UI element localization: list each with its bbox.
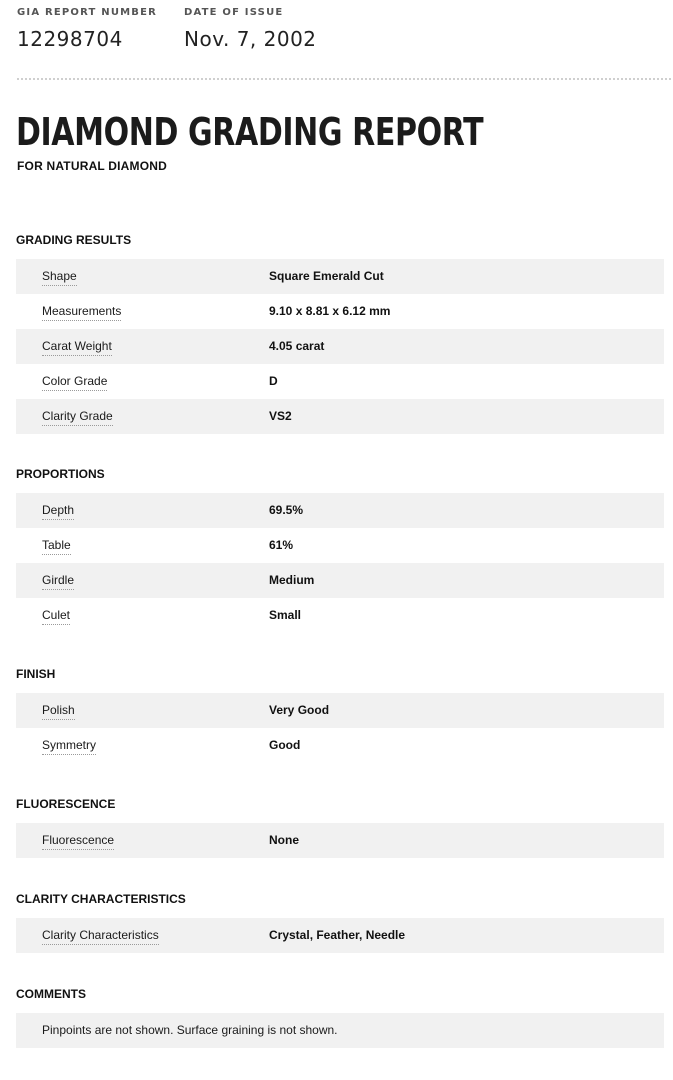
table-row [16,493,664,528]
clarity-grade-value: VS2 [269,409,292,423]
culet-value: Small [269,608,302,622]
date-of-issue-block [184,7,317,51]
polish-label[interactable]: Polish [42,703,75,720]
report-header [17,7,667,57]
report-number-label: GIA REPORT NUMBER [17,7,158,18]
date-of-issue: Nov. 7, 2002 [184,27,317,51]
table-row [16,329,664,364]
table-row [16,728,664,763]
comments-heading: COMMENTS [16,987,86,1001]
depth-label[interactable]: Depth [42,503,74,520]
table-row [16,918,664,953]
comments-text: Pinpoints are not shown. Surface graining is not shown. [42,1023,338,1037]
table-row [16,563,664,598]
table-row [16,364,664,399]
clarity-characteristics-value: Crystal, Feather, Needle [269,928,406,942]
table-row [16,399,664,434]
report-number-block [17,7,157,51]
fluorescence-value: None [269,833,299,847]
symmetry-label[interactable]: Symmetry [42,738,96,755]
fluorescence-heading: FLUORESCENCE [16,797,116,811]
report-subtitle: FOR NATURAL DIAMOND [17,159,168,173]
table-row [16,693,664,728]
report-title: DIAMOND GRADING REPORT [16,110,484,154]
header-divider [17,78,671,80]
table-value: 61% [269,538,294,552]
comments-table [16,1013,664,1048]
clarity-characteristics-label[interactable]: Clarity Characteristics [42,928,159,945]
measurements-value: 9.10 x 8.81 x 6.12 mm [269,304,391,318]
shape-value: Square Emerald Cut [269,269,384,283]
fluorescence-table [16,823,664,858]
shape-label[interactable]: Shape [42,269,77,286]
grading-results-heading: GRADING RESULTS [16,233,132,247]
table-row [16,294,664,329]
grading-results-table [16,259,664,434]
color-grade-label[interactable]: Color Grade [42,374,107,391]
girdle-value: Medium [269,573,315,587]
report-number: 12298704 [17,27,123,51]
table-row [16,259,664,294]
fluorescence-label[interactable]: Fluorescence [42,833,114,850]
depth-value: 69.5% [269,503,304,517]
symmetry-value: Good [269,738,301,752]
proportions-heading: PROPORTIONS [16,467,105,481]
table-row [16,1013,664,1048]
table-row [16,528,664,563]
carat-weight-value: 4.05 carat [269,339,325,353]
culet-label[interactable]: Culet [42,608,70,625]
table-row [16,598,664,633]
polish-value: Very Good [269,703,330,717]
clarity-characteristics-heading: CLARITY CHARACTERISTICS [16,892,186,906]
proportions-table [16,493,664,633]
carat-weight-label[interactable]: Carat Weight [42,339,112,356]
date-of-issue-label: DATE OF ISSUE [184,7,284,18]
table-label[interactable]: Table [42,538,71,555]
color-grade-value: D [269,374,278,388]
clarity-characteristics-table [16,918,664,953]
table-row [16,823,664,858]
finish-heading: FINISH [16,667,56,681]
clarity-grade-label[interactable]: Clarity Grade [42,409,113,426]
girdle-label[interactable]: Girdle [42,573,74,590]
finish-table [16,693,664,763]
measurements-label[interactable]: Measurements [42,304,121,321]
